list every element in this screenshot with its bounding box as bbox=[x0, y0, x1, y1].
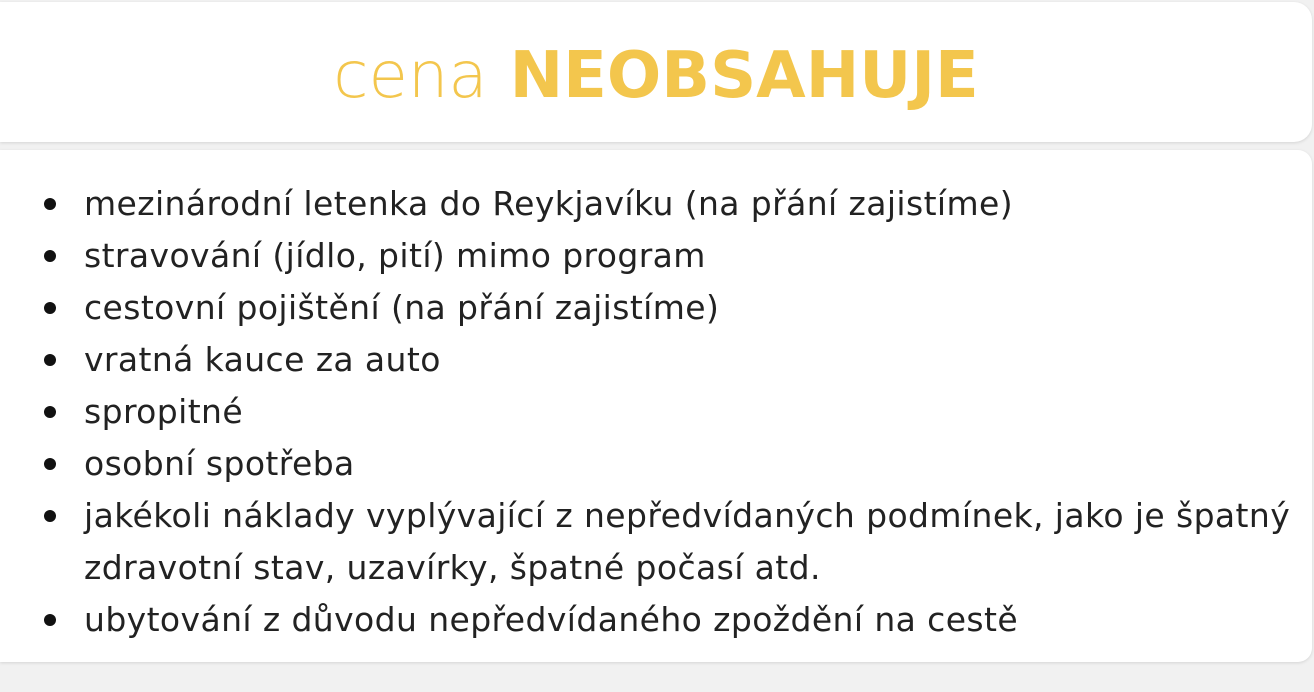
list-item bbox=[84, 490, 1304, 594]
bullet-icon bbox=[44, 198, 56, 210]
list-item bbox=[84, 594, 1304, 646]
list-item-text: mezinárodní letenka do Reykjavíku (na přání zajistíme) bbox=[84, 184, 1014, 223]
list-item-text: cestovní pojištění (na přání zajistíme) bbox=[84, 288, 720, 327]
list-item bbox=[84, 230, 1304, 282]
list-item bbox=[84, 282, 1304, 334]
bullet-icon bbox=[44, 406, 56, 418]
list-item-text: jakékoli náklady vyplývající z nepředvídaných podmínek, jako je špatný zdravotní stav, uzavírky, špatné počasí atd. bbox=[84, 496, 1291, 587]
bullet-icon bbox=[44, 458, 56, 470]
bullet-icon bbox=[44, 510, 56, 522]
title-bold: NEOBSAHUJE bbox=[509, 39, 979, 113]
title-light: cena bbox=[333, 39, 488, 113]
list-item-text: spropitné bbox=[84, 392, 244, 431]
bullet-icon bbox=[44, 250, 56, 262]
bullet-icon bbox=[44, 302, 56, 314]
exclusions-list bbox=[0, 178, 1304, 646]
list-item bbox=[84, 334, 1304, 386]
list-item bbox=[84, 386, 1304, 438]
list-item-text: ubytování z důvodu nepředvídaného zpoždění na cestě bbox=[84, 600, 1019, 639]
list-item bbox=[84, 438, 1304, 490]
bullet-icon bbox=[44, 354, 56, 366]
bullet-icon bbox=[44, 614, 56, 626]
list-item bbox=[84, 178, 1304, 230]
list-item-text: osobní spotřeba bbox=[84, 444, 355, 483]
list-item-text: vratná kauce za auto bbox=[84, 340, 441, 379]
list-item-text: stravování (jídlo, pití) mimo program bbox=[84, 236, 706, 275]
header-card bbox=[0, 2, 1312, 142]
page-title bbox=[0, 36, 1312, 116]
exclusions-list-card bbox=[0, 150, 1312, 662]
